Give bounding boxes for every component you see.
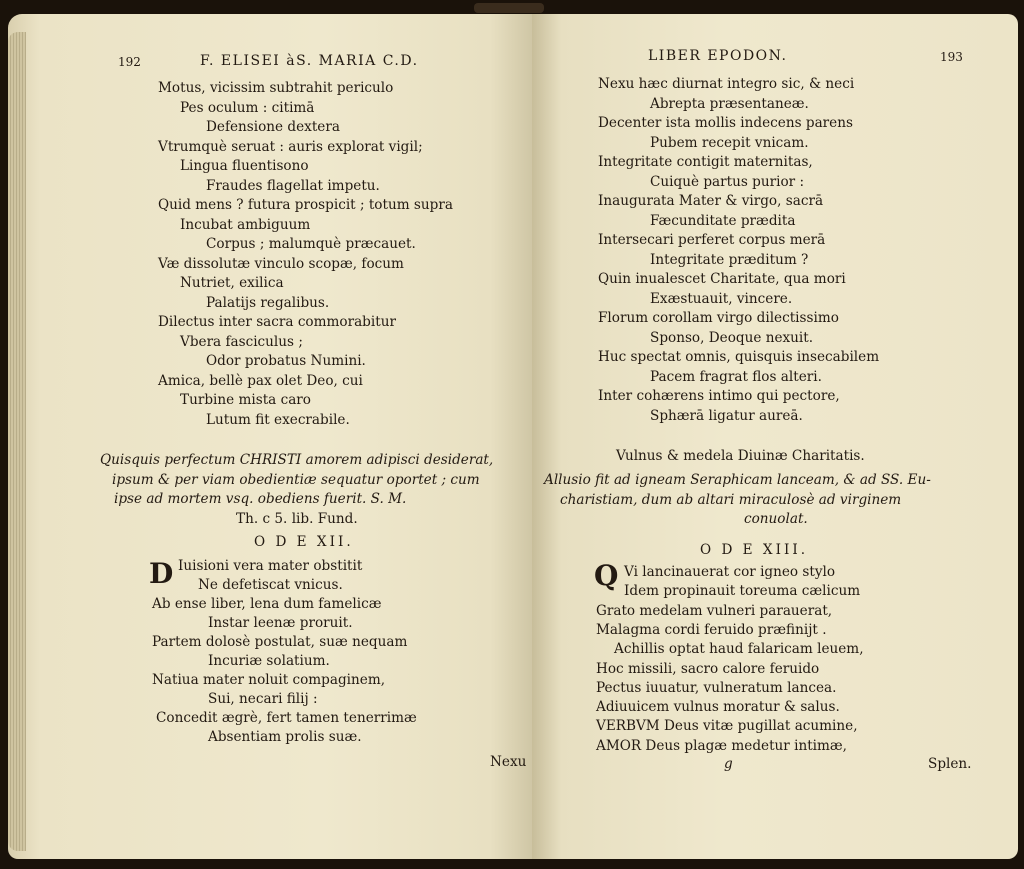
epigraph-line: charistiam, dum ab altari miraculosè ad virginem: [560, 491, 902, 508]
verse-line: Decenter ista mollis indecens parens: [598, 115, 853, 131]
left-page: [8, 14, 532, 859]
catchword: Splen.: [928, 756, 972, 772]
ode-title: O D E XIII.: [700, 542, 809, 558]
ode-line: Sui, necari filij :: [208, 691, 318, 707]
epigraph-line: ipse ad mortem vsq. obediens fuerit. S. M.: [114, 491, 407, 507]
ode-line: VERBVM Deus vitæ pugillat acumine,: [596, 718, 858, 735]
verse-line: Væ dissolutæ vinculo scopæ, focum: [158, 255, 404, 272]
verse-line: Abrepta præsentaneæ.: [650, 95, 809, 112]
top-binding: [474, 3, 544, 13]
verse-line: Sphærā ligatur aureā.: [650, 407, 803, 424]
verse-line: Cuiquè partus purior :: [650, 173, 805, 190]
verse-line: Incubat ambiguum: [180, 216, 311, 233]
ode-line: Vi lancinauerat cor igneo stylo: [624, 564, 836, 580]
verse-line: Quin inualescet Charitate, qua mori: [598, 271, 846, 287]
verse-line: Nexu hæc diurnat integro sic, & neci: [598, 76, 855, 92]
epigraph-line: Allusio fit ad igneam Seraphicam lanceam, & ad SS. Eu-: [544, 472, 931, 488]
page-edges: [8, 32, 26, 851]
verse-line: Vtrumquè seruat : auris explorat vigil;: [158, 138, 423, 155]
ode-line: AMOR Deus plagæ medetur intimæ,: [596, 737, 848, 754]
verse-line: Defensione dextera: [206, 119, 340, 135]
ode-line: Instar leenæ proruit.: [208, 615, 353, 631]
verse-line: Fraudes flagellat impetu.: [206, 177, 380, 194]
running-head: F. ELISEI àS. MARIA C.D.: [200, 53, 419, 69]
verse-line: Odor probatus Numini.: [206, 353, 366, 369]
verse-line: Palatijs regalibus.: [206, 294, 330, 311]
verse-line: Integritate contigit maternitas,: [598, 154, 813, 170]
right-page: [532, 14, 1018, 859]
verse-line: Fæcunditate prædita: [650, 212, 796, 229]
verse-line: Lingua fluentisono: [180, 158, 309, 174]
ode-line: Natiua mater noluit compaginem,: [152, 672, 386, 688]
ode-line: Grato medelam vulneri parauerat,: [596, 602, 833, 619]
ode-line: Adiuuicem vulnus moratur & salus.: [596, 699, 840, 716]
catchword: Nexu: [490, 754, 527, 770]
verse-line: Pes oculum : citimā: [180, 99, 315, 116]
ode-line: Iuisioni vera mater obstitit: [178, 558, 363, 574]
ode-line: Concedit ægrè, fert tamen tenerrimæ: [156, 710, 417, 726]
verse-line: Pacem fragrat flos alteri.: [650, 368, 822, 385]
verse-line: Florum corollam virgo dilectissimo: [598, 310, 839, 326]
ode-line: Pectus iuuatur, vulneratum lancea.: [596, 679, 837, 696]
verse-line: Dilectus inter sacra commorabitur: [158, 314, 396, 330]
verse-line: Inaugurata Mater & virgo, sacrā: [598, 193, 824, 209]
verse-line: Turbine mista caro: [180, 392, 311, 408]
verse-line: Quid mens ? futura prospicit ; totum supra: [158, 197, 453, 213]
verse-line: Integritate præditum ?: [650, 251, 809, 268]
ode-line: Incuriæ solatium.: [208, 653, 330, 669]
running-head: LIBER EPODON.: [648, 48, 788, 64]
verse-line: Amica, bellè pax olet Deo, cui: [158, 372, 363, 389]
verse-line: Inter cohærens intimo qui pectore,: [598, 388, 840, 404]
drop-cap: Q: [594, 559, 619, 592]
epigraph-line: ipsum & per viam obedientiæ sequatur oportet ; cum: [112, 471, 480, 488]
ode-line: Ne defetiscat vnicus.: [198, 577, 343, 593]
verse-line: Lutum fit execrabile.: [206, 411, 350, 428]
section-title: Vulnus & medela Diuinæ Charitatis.: [616, 448, 865, 464]
verse-line: Huc spectat omnis, quisquis insecabilem: [598, 349, 880, 365]
page-number: 193: [940, 50, 963, 64]
verse-line: Sponso, Deoque nexuit.: [650, 329, 814, 346]
verse-line: Nutriet, exilica: [180, 275, 284, 291]
epigraph-line: Th. c 5. lib. Fund.: [236, 510, 358, 527]
epigraph-line: conuolat.: [744, 511, 808, 527]
ode-line: Achillis optat haud falaricam leuem,: [614, 641, 864, 658]
ode-line: Malagma cordi feruido præfinijt .: [596, 621, 827, 638]
signature-mark: g: [724, 756, 733, 772]
ode-line: Ab ense liber, lena dum famelicæ: [152, 596, 382, 612]
ode-line: Partem dolosè postulat, suæ nequam: [152, 634, 408, 650]
ode-line: Absentiam prolis suæ.: [208, 729, 362, 745]
drop-cap: D: [149, 557, 174, 590]
verse-line: Exæstuauit, vincere.: [650, 290, 793, 307]
epigraph-line: Quisquis perfectum CHRISTI amorem adipisci desiderat,: [100, 452, 494, 468]
verse-line: Motus, vicissim subtrahit periculo: [158, 80, 394, 96]
ode-line: Hoc missili, sacro calore feruido: [596, 660, 820, 677]
page-number: 192: [118, 55, 141, 69]
verse-line: Intersecari perferet corpus merā: [598, 232, 826, 248]
ode-line: Idem propinauit toreuma cælicum: [624, 583, 861, 600]
ode-title: O D E XII.: [254, 534, 354, 550]
verse-line: Vbera fasciculus ;: [180, 333, 303, 350]
verse-line: Corpus ; malumquè præcauet.: [206, 236, 416, 252]
verse-line: Pubem recepit vnicam.: [650, 134, 809, 151]
